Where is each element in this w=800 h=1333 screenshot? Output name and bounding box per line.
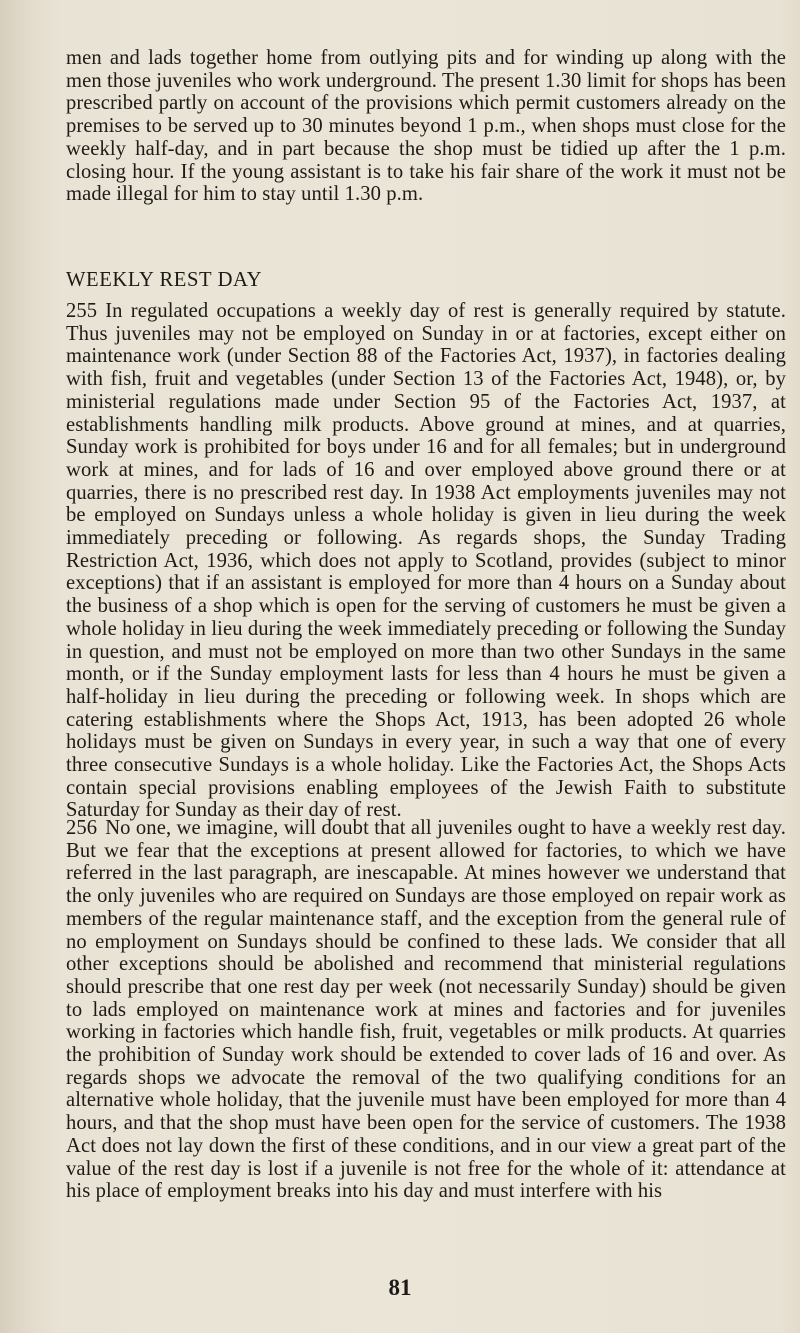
paragraph-text: In regulated occupations a weekly day of rest is generally required by statute. Thus juveniles may not be employed on Sunday in or at factories, except either on maintenance work (under Section 88 of the Factories Act, 1937), in factories dealing with fish, fruit and vegetables (under Section 13 of the Factories Act, 1948), or, by ministerial regulations made under Section 95 of the Factories Act, 1937, at establishments handling milk products. Above ground at mines, and at quarries, Sunday work is prohibited for boys under 16 and for all females; but in underground work at mines, and for lads of 16 and over employed above ground there or at quarries, there is no prescribed rest day. In 1938 Act employments juveniles may not be employed on Sundays unless a whole holiday is given in lieu during the week immediately preceding or following. As regards shops, the Sunday Trading Restriction Act, 1936, which does not apply to Scotland, provides (subject to minor exceptions) that if an assistant is employed for more than 4 hours on a Sunday about the business of a shop which is open for the serving of customers he must be given a whole holiday in lieu during the week immediately preceding or following the Sunday in question, and must not be employed on more than two other Sundays in the same month, or if the Sunday employment lasts for less than 4 hours he must be given a half-holiday in lieu during the preceding or following week. In shops which are catering establishments where the Shops Act, 1913, has been adopted 26 whole holidays must be given on Sundays in every year, in such a way that one of every three consecutive Sundays is a whole holiday. Like the Factories Act, the Shops Acts contain special provisions enabling employees of the Jewish Faith to substitute Saturday for Sunday as their day of rest. <box>66 300 786 822</box>
paragraph-number: 255 <box>66 300 98 322</box>
continuation-paragraph: men and lads together home from outlying pits and for winding up along with the men those juveniles who work underground. The present 1.30 limit for shops has been prescribed partly on account of the provisions which permit customers already on the premises to be served up to 30 minutes beyond 1 p.m., when shops must close for the weekly half-day, and in part because the shop must be tidied up after the 1 p.m. closing hour. If the young assistant is to take his fair share of the work it must not be made illegal for him to stay until 1.30 p.m. <box>66 47 786 206</box>
section-heading: WEEKLY REST DAY <box>66 269 263 291</box>
paragraph-256 <box>66 817 786 1203</box>
paragraph-number: 256 <box>66 817 98 839</box>
page-number: 81 <box>388 1275 412 1300</box>
paragraph-text: No one, we imagine, will doubt that all juveniles ought to have a weekly rest day. But we fear that the exceptions at present allowed for factories, to which we have referred in the last paragraph, are inescapable. At mines however we understand that the only juveniles who are required on Sundays are those employed on repair work as members of the regular maintenance staff, and the exception from the general rule of no employment on Sundays should be confined to these lads. We consider that all other exceptions should be abolished and recommend that ministerial regulations should prescribe that one rest day per week (not necessarily Sunday) should be given to lads employed on maintenance work at mines and factories and for juveniles working in factories which handle fish, fruit, vegetables or milk products. At quarries the prohibition of Sunday work should be extended to cover lads of 16 and over. As regards shops we advocate the removal of the two qualifying conditions for an alternative whole holiday, that the juvenile must have been employed for more than 4 hours, and that the shop must have been open for the service of customers. The 1938 Act does not lay down the first of these conditions, and in our view a great part of the value of the rest day is lost if a juvenile is not free for the whole of it: attendance at his place of employment breaks into his day and must interfere with his <box>66 817 786 1203</box>
paragraph-255 <box>66 300 786 822</box>
